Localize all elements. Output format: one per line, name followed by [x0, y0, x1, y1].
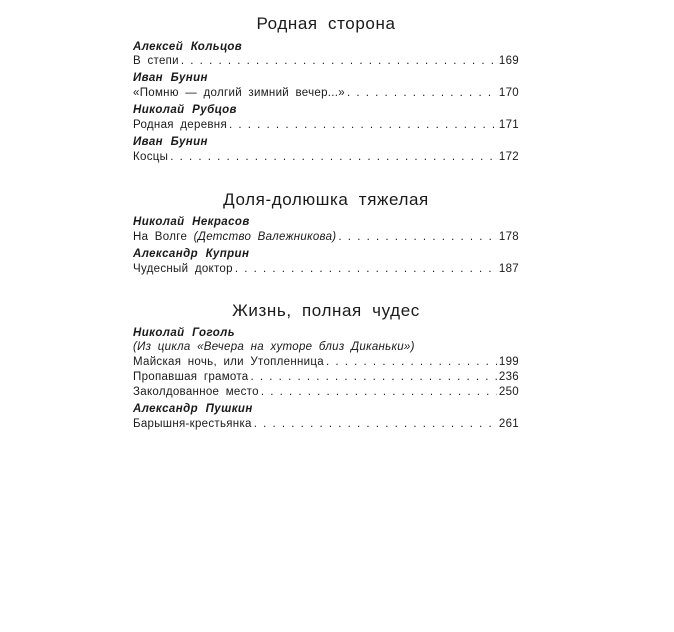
author-name: Иван Бунин — [133, 72, 208, 84]
author-name: Николай Рубцов — [133, 104, 237, 116]
author-name: Николай Гоголь — [133, 327, 235, 339]
cycle-note: (Из цикла «Вечера на хуторе близ Диканьки») — [133, 341, 415, 353]
dot-leader — [229, 118, 497, 132]
dot-leader — [338, 230, 496, 244]
entry-title: На Волге (Детство Валежникова) — [133, 231, 337, 243]
page-number: 187 — [498, 263, 519, 275]
toc-entry[interactable] — [133, 385, 519, 399]
dot-leader — [181, 54, 497, 68]
entry-subtitle: (Детство Валежникова) — [193, 231, 337, 243]
dot-leader — [261, 385, 497, 399]
entry-title: Барышня-крестьянка — [133, 418, 252, 430]
entry-title: В степи — [133, 55, 179, 67]
entry-title: Косцы — [133, 151, 169, 163]
author-name: Алексей Кольцов — [133, 41, 243, 53]
page-number: 169 — [498, 55, 519, 67]
page-number: 178 — [498, 231, 519, 243]
toc-entry[interactable] — [133, 355, 519, 369]
section-title: Доля-долюшка тяжелая — [223, 190, 429, 209]
toc-entry[interactable] — [133, 86, 519, 100]
page-number: 261 — [498, 418, 519, 430]
dot-leader — [251, 370, 497, 384]
dot-leader — [347, 86, 497, 100]
entry-title: «Помню — долгий зимний вечер...» — [133, 87, 345, 99]
toc-entry[interactable] — [133, 262, 519, 276]
toc-entry[interactable] — [133, 150, 519, 164]
section-title: Родная сторона — [256, 14, 396, 33]
toc-entry[interactable] — [133, 230, 519, 244]
toc-entry[interactable] — [133, 118, 519, 132]
toc-entry[interactable] — [133, 370, 519, 384]
page-number: 171 — [498, 119, 519, 131]
page-number: 250 — [498, 386, 519, 398]
entry-title: Родная деревня — [133, 119, 227, 131]
author-name: Александр Пушкин — [133, 403, 253, 415]
section-title: Жизнь, полная чудес — [232, 301, 420, 320]
dot-leader — [326, 355, 497, 369]
entry-title: Пропавшая грамота — [133, 371, 249, 383]
entry-title: Майская ночь, или Утопленница — [133, 356, 324, 368]
page-number: 170 — [498, 87, 519, 99]
author-name: Иван Бунин — [133, 136, 208, 148]
toc-entry[interactable] — [133, 54, 519, 68]
entry-title: Чудесный доктор — [133, 263, 233, 275]
author-name: Александр Куприн — [133, 248, 250, 260]
page-number: 199 — [498, 356, 519, 368]
toc-entry[interactable] — [133, 417, 519, 431]
dot-leader — [235, 262, 497, 276]
dot-leader — [254, 417, 497, 431]
dot-leader — [170, 150, 497, 164]
author-name: Николай Некрасов — [133, 216, 250, 228]
entry-title: Заколдованное место — [133, 386, 259, 398]
page-number: 236 — [498, 371, 519, 383]
page-number: 172 — [498, 151, 519, 163]
